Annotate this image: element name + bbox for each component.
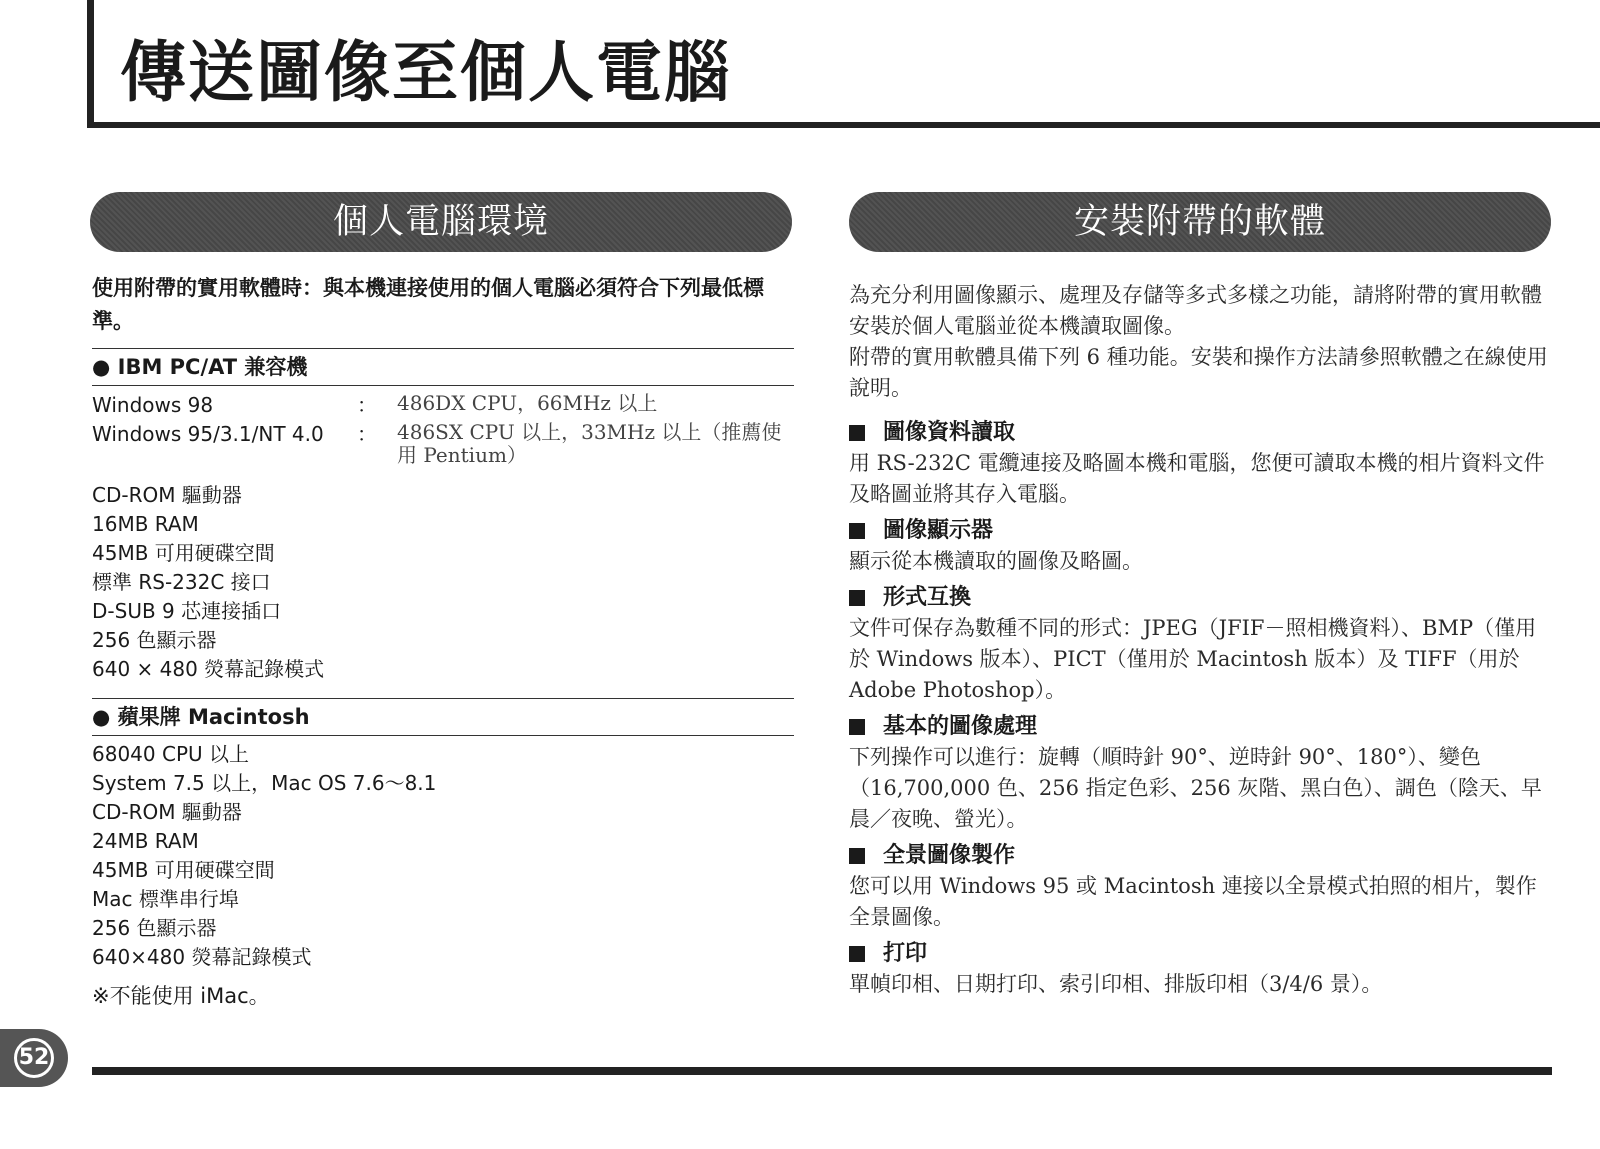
pc-environment-heading: 個人電腦環境 <box>90 192 792 252</box>
install-software-section <box>849 280 1551 1000</box>
left-border-bar <box>87 0 94 128</box>
spec-colon: ： <box>357 422 377 446</box>
list-item: Mac 標準串行埠 <box>92 887 239 911</box>
ibm-heading: ● IBM PC/AT 兼容機 <box>92 355 308 379</box>
feature-text: 您可以用 Windows 95 或 Macintosh 連接以全景模式拍照的相片，製作全景圖像。 <box>849 874 1537 929</box>
square-bullet-icon <box>849 590 865 606</box>
spec-os: Windows 98 <box>92 393 214 417</box>
feature-image-reading <box>849 418 1551 510</box>
page-title: 傳送圖像至個人電腦 <box>120 34 732 111</box>
square-bullet-icon <box>849 946 865 962</box>
square-bullet-icon <box>849 523 865 539</box>
mac-requirements-list <box>92 740 794 972</box>
spec-requirement: 486DX CPU，66MHz 以上 <box>397 391 658 415</box>
bottom-divider <box>92 1067 1552 1075</box>
feature-text: 下列操作可以進行：旋轉（順時針 90°、逆時針 90°、180°）、變色（16,700,000 色、256 指定色彩、256 灰階、黑白色）、調色（陰天、早晨／夜晚、螢光）。 <box>849 745 1542 831</box>
feature-title: 打印 <box>883 941 928 966</box>
spec-row-win98 <box>92 392 794 418</box>
feature-title: 基本的圖像處理 <box>883 714 1038 739</box>
title-divider <box>87 122 1600 128</box>
page-number: 52 <box>14 1038 54 1078</box>
list-item: D-SUB 9 芯連接插口 <box>92 599 282 623</box>
feature-title: 圖像資料讀取 <box>883 420 1016 445</box>
square-bullet-icon <box>849 848 865 864</box>
feature-text: 單幀印相、日期打印、索引印相、排版印相（3/4/6 景）。 <box>849 972 1383 996</box>
list-item: 標準 RS-232C 接口 <box>92 570 271 594</box>
spec-os: Windows 95/3.1/NT 4.0 <box>92 422 324 446</box>
page-number-badge <box>0 1029 68 1087</box>
square-bullet-icon <box>849 719 865 735</box>
list-item: 68040 CPU 以上 <box>92 742 250 766</box>
requirements-intro: 使用附帶的實用軟體時：與本機連接使用的個人電腦必須符合下列最低標準。 <box>92 276 764 333</box>
mac-heading: ● 蘋果牌 Macintosh <box>92 705 310 729</box>
list-item: 45MB 可用硬碟空間 <box>92 541 275 565</box>
feature-text: 用 RS-232C 電纜連接及略圖本機和電腦，您便可讀取本機的相片資料文件及略圖並將其存入電腦。 <box>849 451 1545 506</box>
ibm-requirements-list <box>92 481 794 684</box>
list-item: CD-ROM 驅動器 <box>92 483 242 507</box>
software-intro: 為充分利用圖像顯示、處理及存儲等多式多樣之功能，請將附帶的實用軟體安裝於個人電腦並從本機讀取圖像。 <box>849 283 1542 338</box>
imac-note: ※不能使用 iMac。 <box>92 984 270 1008</box>
feature-text: 顯示從本機讀取的圖像及略圖。 <box>849 549 1143 573</box>
feature-panorama <box>849 841 1551 933</box>
divider <box>92 385 794 386</box>
list-item: CD-ROM 驅動器 <box>92 800 242 824</box>
software-functions-intro: 附帶的實用軟體具備下列 6 種功能。安裝和操作方法請參照軟體之在線使用說明。 <box>849 345 1548 400</box>
pc-environment-section <box>92 272 794 1011</box>
list-item: 640 × 480 熒幕記錄模式 <box>92 657 325 681</box>
list-item: System 7.5 以上，Mac OS 7.6～8.1 <box>92 771 437 795</box>
list-item: 640×480 熒幕記錄模式 <box>92 945 312 969</box>
feature-image-viewer <box>849 516 1551 577</box>
feature-title: 圖像顯示器 <box>883 518 994 543</box>
feature-image-processing <box>849 712 1551 835</box>
list-item: 16MB RAM <box>92 512 199 536</box>
install-software-heading: 安裝附帶的軟體 <box>849 192 1551 252</box>
feature-text: 文件可保存為數種不同的形式：JPEG（JFIF－照相機資料）、BMP（僅用於 Windows 版本）、PICT（僅用於 Macintosh 版本）及 TIFF（用於 Adobe Photoshop）。 <box>849 616 1537 702</box>
feature-title: 形式互換 <box>883 585 972 610</box>
list-item: 256 色顯示器 <box>92 916 217 940</box>
spec-requirement: 486SX CPU 以上，33MHz 以上（推薦使用 Pentium） <box>397 420 782 467</box>
feature-format-conversion <box>849 583 1551 706</box>
feature-title: 全景圖像製作 <box>883 843 1016 868</box>
divider <box>92 735 794 736</box>
list-item: 256 色顯示器 <box>92 628 217 652</box>
square-bullet-icon <box>849 425 865 441</box>
list-item: 24MB RAM <box>92 829 199 853</box>
feature-print <box>849 939 1551 1000</box>
list-item: 45MB 可用硬碟空間 <box>92 858 275 882</box>
spec-colon: ： <box>357 393 377 417</box>
spec-row-win95 <box>92 421 794 467</box>
